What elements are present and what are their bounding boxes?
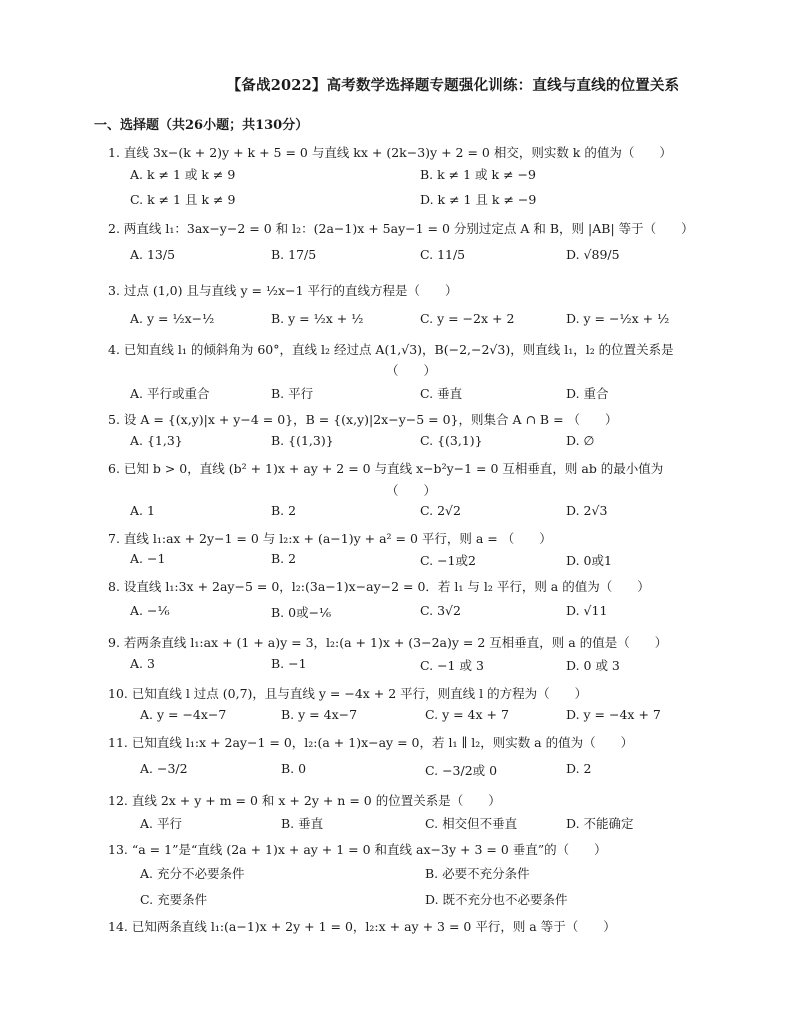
question-12-option-a: A. 平行 (140, 816, 182, 831)
document-title (0, 74, 794, 95)
question-7-stem: 7. 直线 l₁:ax + 2y−1 = 0 与 l₂:x + (a−1)y + a² = 0 平行，则 a = （ ） (108, 531, 552, 546)
question-12-option-c: C. 相交但不垂直 (425, 816, 518, 831)
question-2-stem: 2. 两直线 l₁：3ax−y−2 = 0 和 l₂：(2a−1)x + 5ay−1 = 0 分别过定点 A 和 B，则 |AB| 等于（ ） (108, 221, 694, 236)
question-1-stem: 1. 直线 3x−(k + 2)y + k + 5 = 0 与直线 kx + (2k−3)y + 2 = 0 相交，则实数 k 的值为（ ） (108, 145, 672, 160)
question-1-option-a: A. k ≠ 1 或 k ≠ 9 (130, 167, 236, 182)
question-3-stem: 3. 过点 (1,0) 且与直线 y = ½x−1 平行的直线方程是（ ） (108, 283, 458, 298)
question-4-answer-blank: （ ） (386, 363, 437, 378)
question-2-option-d: D. √89/5 (566, 247, 620, 262)
question-13-option-a: A. 充分不必要条件 (140, 866, 245, 881)
question-9-option-a: A. 3 (130, 656, 155, 671)
question-10-stem: 10. 已知直线 l 过点 (0,7)，且与直线 y = −4x + 2 平行，则直线 l 的方程为（ ） (108, 686, 588, 701)
question-7-option-b: B. 2 (271, 551, 297, 566)
question-5-option-c: C. {(3,1)} (420, 433, 483, 448)
question-6-stem: 6. 已知 b > 0，直线 (b² + 1)x + ay + 2 = 0 与直线 x−b²y−1 = 0 互相垂直，则 ab 的最小值为 (108, 461, 664, 476)
question-7-option-c: C. −1或2 (420, 553, 476, 568)
question-12-option-b: B. 垂直 (281, 816, 324, 831)
question-11-option-d: D. 2 (566, 761, 592, 776)
question-8-option-b: B. 0或−⅙ (271, 605, 332, 620)
question-7-option-d: D. 0或1 (566, 553, 612, 568)
question-3-option-b: B. y = ½x + ½ (271, 311, 364, 326)
question-6-option-d: D. 2√3 (566, 503, 608, 518)
question-3-option-a: A. y = ½x−½ (130, 311, 215, 326)
question-9-option-b: B. −1 (271, 656, 307, 671)
question-6-option-c: C. 2√2 (420, 503, 461, 518)
question-11-option-c: C. −3/2或 0 (425, 763, 498, 778)
question-8-option-a: A. −⅙ (130, 603, 170, 618)
question-2-option-a: A. 13/5 (130, 247, 176, 262)
question-10-option-a: A. y = −4x−7 (140, 707, 227, 722)
question-1-option-c: C. k ≠ 1 且 k ≠ 9 (130, 192, 236, 207)
question-8-stem: 8. 设直线 l₁:3x + 2ay−5 = 0，l₂:(3a−1)x−ay−2 = 0．若 l₁ 与 l₂ 平行，则 a 的值为（ ） (108, 579, 650, 594)
question-13-option-c: C. 充要条件 (140, 892, 208, 907)
question-13-stem: 13. “a = 1”是“直线 (2a + 1)x + ay + 1 = 0 和直线 ax−3y + 3 = 0 垂直”的（ ） (108, 842, 607, 857)
question-11-stem: 11. 已知直线 l₁:x + 2ay−1 = 0，l₂:(a + 1)x−ay = 0，若 l₁ ∥ l₂，则实数 a 的值为（ ） (108, 735, 634, 750)
question-11-option-a: A. −3/2 (140, 761, 188, 776)
question-2-option-c: C. 11/5 (420, 247, 466, 262)
question-5-option-b: B. {(1,3)} (271, 433, 334, 448)
question-14-stem: 14. 已知两条直线 l₁:(a−1)x + 2y + 1 = 0，l₂:x + ay + 3 = 0 平行，则 a 等于（ ） (108, 919, 616, 934)
question-8-option-c: C. 3√2 (420, 603, 461, 618)
question-7-option-a: A. −1 (130, 551, 166, 566)
question-4-option-b: B. 平行 (271, 386, 314, 401)
title-text: 【备战2022】高考数学选择题专题强化训练：直线与直线的位置关系 (226, 77, 680, 94)
question-9-stem: 9. 若两条直线 l₁:ax + (1 + a)y = 3，l₂:(a + 1)x + (3−2a)y = 2 互相垂直，则 a 的值是（ ） (108, 635, 668, 650)
question-6-option-a: A. 1 (130, 503, 155, 518)
question-1-option-d: D. k ≠ 1 且 k ≠ −9 (420, 192, 537, 207)
question-2-option-b: B. 17/5 (271, 247, 317, 262)
question-10-option-b: B. y = 4x−7 (281, 707, 358, 722)
question-4-option-a: A. 平行或重合 (130, 386, 210, 401)
section-heading: 一、选择题（共26小题；共130分） (94, 118, 309, 133)
question-12-option-d: D. 不能确定 (566, 816, 634, 831)
question-5-option-d: D. ∅ (566, 433, 595, 448)
question-6-answer-blank: （ ） (386, 483, 437, 498)
question-3-option-c: C. y = −2x + 2 (420, 311, 515, 326)
question-12-stem: 12. 直线 2x + y + m = 0 和 x + 2y + n = 0 的位置关系是（ ） (108, 793, 501, 808)
question-8-option-d: D. √11 (566, 603, 608, 618)
question-1-option-b: B. k ≠ 1 或 k ≠ −9 (420, 167, 536, 182)
question-11-option-b: B. 0 (281, 761, 307, 776)
question-10-option-c: C. y = 4x + 7 (425, 707, 509, 722)
question-13-option-d: D. 既不充分也不必要条件 (425, 892, 568, 907)
question-3-option-d: D. y = −½x + ½ (566, 311, 670, 326)
question-9-option-d: D. 0 或 3 (566, 658, 620, 673)
question-13-option-b: B. 必要不充分条件 (425, 866, 530, 881)
question-5-option-a: A. {1,3} (130, 433, 183, 448)
question-6-option-b: B. 2 (271, 503, 297, 518)
question-4-option-d: D. 重合 (566, 386, 609, 401)
question-5-stem: 5. 设 A = {(x,y)|x + y−4 = 0}，B = {(x,y)|2x−y−5 = 0}，则集合 A ∩ B = （ ） (108, 412, 618, 427)
question-9-option-c: C. −1 或 3 (420, 658, 484, 673)
question-4-option-c: C. 垂直 (420, 386, 463, 401)
question-4-stem: 4. 已知直线 l₁ 的倾斜角为 60°，直线 l₂ 经过点 A(1,√3)，B(−2,−2√3)，则直线 l₁，l₂ 的位置关系是 (108, 342, 674, 357)
question-10-option-d: D. y = −4x + 7 (566, 707, 661, 722)
